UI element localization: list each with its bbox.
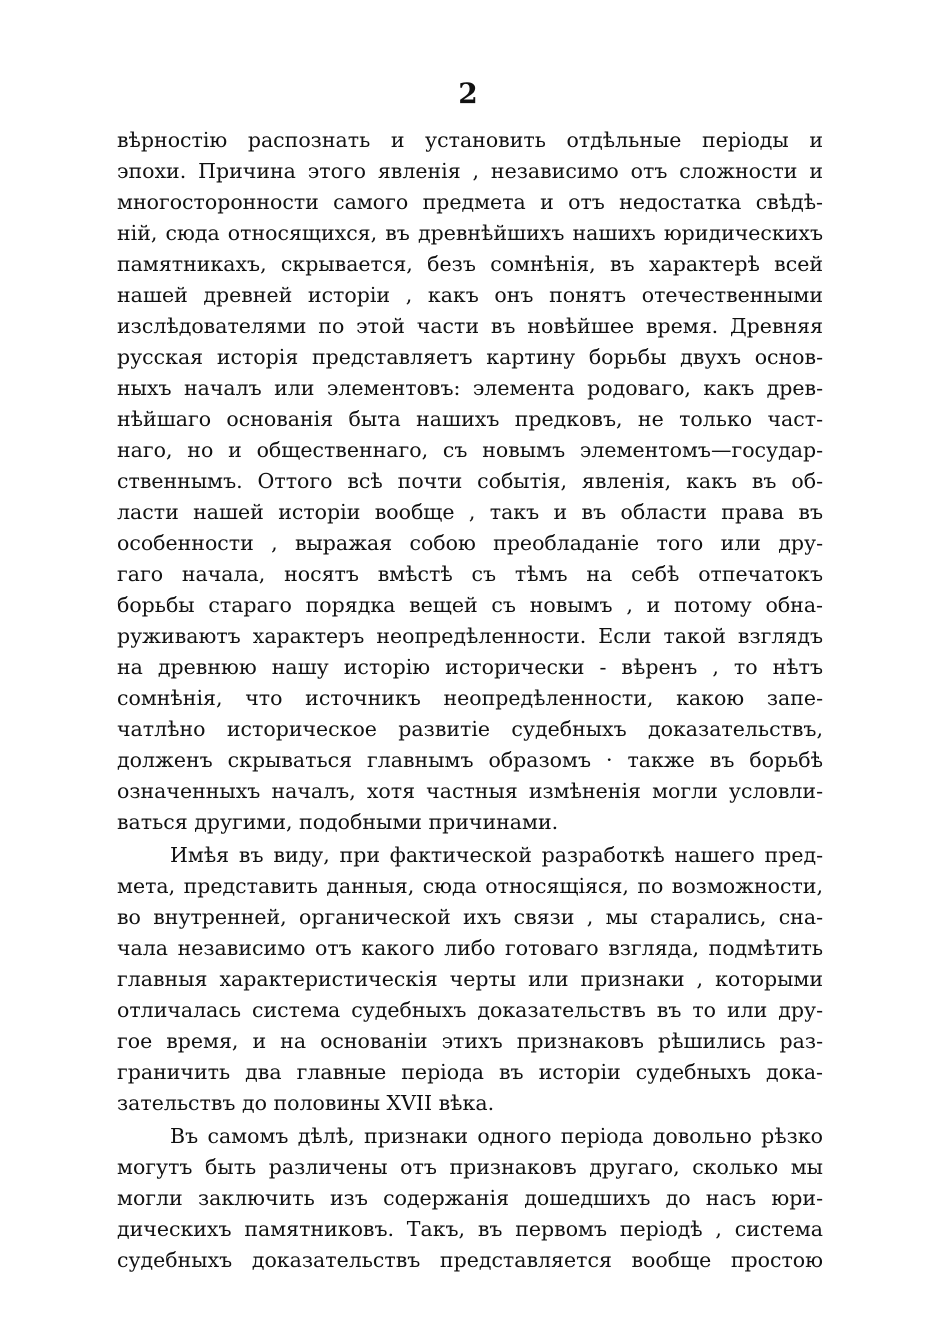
text-line: Въ самомъ дѣлѣ, признаки одного періода довольно рѣзко (170, 1124, 823, 1148)
text-line: зательствъ до половины XVII вѣка. (117, 1091, 495, 1115)
paragraph-2 (117, 840, 823, 1119)
text-line: судебныхъ доказательствъ представляется вообще простою (117, 1248, 823, 1272)
text-line: ныхъ началъ или элементовъ: элемента родоваго, какъ древ- (117, 376, 823, 400)
text-line: могли заключить изъ содержанія дошедшихъ до насъ юри- (117, 1186, 823, 1210)
text-line: русская исторія представляетъ картину борьбы двухъ основ- (117, 345, 823, 369)
text-line: отличалась система судебныхъ доказательствъ въ то или дру- (117, 998, 823, 1022)
text-line: мета, представить данныя, сюда относящіяся, по возможности, (117, 874, 823, 898)
text-line: граничить два главные періода въ исторіи судебныхъ дока- (117, 1060, 823, 1084)
paragraph-1 (117, 125, 823, 838)
text-line: нашей древней исторіи , какъ онъ понятъ отечественными (117, 283, 823, 307)
body-text (117, 125, 823, 1276)
text-line: ственнымъ. Оттого всѣ почти событія, явленія, какъ въ об- (117, 469, 823, 493)
paragraph-3 (117, 1121, 823, 1276)
text-line: главныя характеристическія черты или признаки , которыми (117, 967, 823, 991)
page-number: 2 (458, 77, 478, 110)
text-line: долженъ скрываться главнымъ образомъ · также въ борьбѣ (117, 748, 823, 772)
text-line: руживаютъ характеръ неопредѣленности. Если такой взглядъ (117, 624, 823, 648)
text-line: чала независимо отъ какого либо готоваго взгляда, подмѣтить (117, 936, 823, 960)
text-line: памятникахъ, скрывается, безъ сомнѣнія, въ характерѣ всей (117, 252, 823, 276)
text-line: эпохи. Причина этого явленія , независимо отъ сложности и (117, 159, 823, 183)
text-line: наго, но и общественнаго, съ новымъ элементомъ—государ- (117, 438, 823, 462)
text-line: изслѣдователями по этой части въ новѣйшее время. Древняя (117, 314, 823, 338)
text-line: многосторонности самого предмета и отъ недостатка свѣдѣ- (117, 190, 823, 214)
text-line: гое время, и на основаніи этихъ признаковъ рѣшились раз- (117, 1029, 823, 1053)
text-line: нѣйшаго основанія быта нашихъ предковъ, не только част- (117, 407, 823, 431)
text-line: могутъ быть различены отъ признаковъ другаго, сколько мы (117, 1155, 823, 1179)
text-line: ласти нашей исторіи вообще , такъ и въ области права въ (117, 500, 823, 524)
text-line: особенности , выражая собою преобладаніе того или дру- (117, 531, 823, 555)
text-line: сомнѣнія, что источникъ неопредѣленности, какою запе- (117, 686, 823, 710)
text-line: дическихъ памятниковъ. Такъ, въ первомъ періодѣ , система (117, 1217, 823, 1241)
text-line: ній, сюда относящихся, въ древнѣйшихъ нашихъ юридическихъ (117, 221, 823, 245)
text-line: борьбы стараго порядка вещей съ новымъ , и потому обна- (117, 593, 823, 617)
text-line: Имѣя въ виду, при фактической разработкѣ нашего пред- (170, 843, 823, 867)
text-line: на древнюю нашу исторію исторически - вѣренъ , то нѣтъ (117, 655, 823, 679)
text-line: означенныхъ началъ, хотя частныя измѣненія могли условли- (117, 779, 823, 803)
text-line: чатлѣно историческое развитіе судебныхъ доказательствъ, (117, 717, 823, 741)
text-line: ваться другими, подобными причинами. (117, 810, 559, 834)
text-line: гаго начала, носятъ вмѣстѣ съ тѣмъ на себѣ отпечатокъ (117, 562, 823, 586)
text-line: вѣрностію распознать и установить отдѣльные періоды и (117, 128, 823, 152)
text-line: во внутренней, органической ихъ связи , мы старались, сна- (117, 905, 823, 929)
